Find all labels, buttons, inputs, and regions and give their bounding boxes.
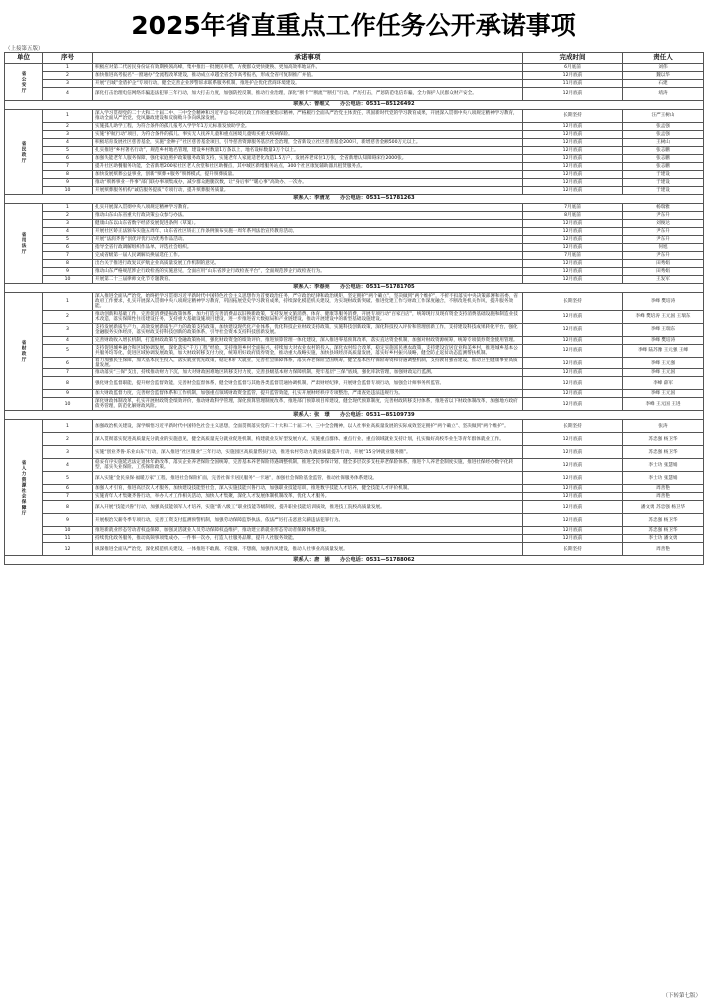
commitment-text: 支持发展新质生产力，高效发展新质生产力的政策支持政策，加快建设现代化产业体系，优化科技企业财政支持政策，实施科技创新政策，深化科技投入评价和管理创新工作，支持建设科技成果转化平台，强化金融服务实体经济，落实财政支持科技创新的政策体系，引导社会资本支持科技创新发展。 [93,324,523,337]
contact-info: 联系人：李清龙 办公电话：0531—51781263 [5,195,704,204]
commitment-text: 深入贯彻落实促进高质量充分就业的实施意见，健全高质量充分就业促进机制，构建就业友好型发展方式，实施重点群体、重点行业、重点领域就业支持计划，扎实做好高校毕业生等青年群体就业工作。 [93,433,523,446]
row-number: 5 [43,472,93,485]
page-title: 2025年省直重点工作任务公开承诺事项 [131,11,576,40]
responsible-person: 李峰 樊培涛 [623,293,704,311]
table-row [5,369,704,377]
table-row [5,260,704,268]
table-row [5,179,704,187]
row-number: 2 [43,311,93,324]
responsible-person: 苏忠强 杨卫华 [623,514,704,527]
unit-name: 省人力资源社会保障厅 [5,420,43,556]
row-number: 5 [43,147,93,155]
commitment-text: 积极应对第二代居民身份证有效期换领高峰，集中推出一批便民举措，方便群众更快捷换、更加高效率地证件。 [93,64,523,72]
responsible-person: 于建设 [623,179,704,187]
table-row [5,420,704,433]
commitment-text: 开展“百城”金盾护企“专项行动，健全完善企业涉警诉求联系服务机制，推进护企优化营商环境建设。 [93,80,523,88]
contact-row [5,411,704,420]
row-number: 10 [43,398,93,411]
deadline: 12月底前 [523,244,623,252]
contact-info: 联系人：曾维义 办公电话：0531—85126492 [5,101,704,110]
table-row [5,276,704,284]
row-number: 7 [43,493,93,501]
deadline: 12月底前 [523,179,623,187]
responsible-person: 张孟强 [623,131,704,139]
continued-to-note: （下转第七版） [662,993,701,999]
row-number: 4 [43,337,93,345]
row-number: 3 [43,220,93,228]
deadline: 12月底前 [523,527,623,535]
header-content: 承诺事项 [93,53,523,64]
table-row [5,459,704,472]
table-row [5,155,704,163]
commitment-text: 加强失能老年人服务保障，强化家庭照护政策服务政策支持，实施老年人家庭适老化改造1.5万户，发展养老床位1万张，全省新增认知障碍床位2000张。 [93,155,523,163]
row-number: 4 [43,228,93,236]
responsible-person: 李峰 王元国 [623,390,704,398]
header-person: 责任人 [623,53,704,64]
table-row [5,252,704,260]
row-number: 3 [43,446,93,459]
table-row [5,187,704,195]
row-number: 11 [43,535,93,543]
deadline: 12月底前 [523,377,623,390]
deadline: 12月底前 [523,171,623,179]
responsible-person: 李峰 王元国 [623,369,704,377]
row-number: 7 [43,369,93,377]
row-number: 8 [43,501,93,514]
unit-name: 省民政厅 [5,110,43,195]
contact-info: 联系人：张 璟 办公电话：0531—85109739 [5,411,704,420]
commitment-text: 推进新就业形态劳动者权益保障，加强灵活就业人员劳动保障权益维护，推动建立新就业形态劳动者保障体系建设。 [93,527,523,535]
deadline: 12月底前 [523,276,623,284]
responsible-person: 田秀娟 [623,260,704,268]
commitment-text: 实施青年人才集聚齐鲁行动，举办人才工作相关活动，加快人才集聚，深化人才发展体制机制改革，优化人才服务。 [93,493,523,501]
commitment-text: 支持促进城乡融合和区域协调发展，深化落实“千万工程”经验，支持推进乡村全面振兴，持续加大对农业农村的投入，深化农村综合改革，稳定实施富民惠农政策，支持建设宜居宜业和美乡村，推进城乡基本公共服务均等化，促进区域协调发展政策，加大财政转移支付力度，统筹用好政府债券资金，推动重大战略实施，加快县域经济高质量发展，落实好乡村振兴战略，健全防止返贫动态监测帮扶机制。 [93,345,523,358]
commitment-text: 深化财政体制改革，扎实开展财政资金绩效评价，推动财政科学管理，深化预算管理制度改革，推进部门预算项目库建设，健全现代预算制度，完善财政转移支付体系，推进省以下财政体制改革，加强地方政府债务管理，防范化解财政风险。 [93,398,523,411]
deadline: 12月底前 [523,187,623,195]
contact-row [5,284,704,293]
commitment-text: 稳妥有序实施延迟法定退休年龄改革，落实企业养老保险全国统筹，完善基本养老保险待遇调整机制，推进全民参保计划，健全多层次多支柱养老保险体系，推进个人养老金制度实施，推进社保经办数字化转型，落实失业保险、工伤保险政策。 [93,459,523,472]
table-row [5,110,704,123]
deadline: 12月底前 [523,390,623,398]
responsible-person: 尹东升 [623,212,704,220]
row-number: 9 [43,514,93,527]
table-row [5,163,704,171]
row-number: 10 [43,276,93,284]
table-row [5,543,704,556]
row-number: 2 [43,123,93,131]
responsible-person: 石建 [623,80,704,88]
commitment-text: 完成省级第一届人民调解员换届选任工作。 [93,252,523,260]
responsible-person: 李士功 张慧娟 [623,472,704,485]
deadline: 12月底前 [523,311,623,324]
deadline: 12月底前 [523,88,623,101]
table-row [5,398,704,411]
table-row [5,64,704,72]
deadline: 12月底前 [523,459,623,472]
deadline: 12月底前 [523,358,623,369]
row-number: 5 [43,345,93,358]
row-number: 5 [43,236,93,244]
commitment-text: 持续优化政务服务，推动高频事项集成办、一件事一次办，打造人社服务品牌，提升人社服务效能。 [93,535,523,543]
deadline: 12月底前 [523,139,623,147]
responsible-person: 周善艳 [623,485,704,493]
commitment-text: 深入开展“技能兴鲁”行动，加强高技能领军人才培养，实施“新八级工”职业技能等级制度，提升职业技能培训质效，推进技工院校高质量发展。 [93,501,523,514]
deadline: 长期坚持 [523,110,623,123]
responsible-person: 苏忠强 杨卫华 [623,446,704,459]
deadline: 7月底前 [523,252,623,260]
deadline: 8月底前 [523,212,623,220]
row-number: 4 [43,88,93,101]
responsible-person: 杨瑞雅 [623,204,704,212]
commitment-text: 加大财政监督力度，完善财会监督体系和工作机制，加强重点领域财政资金监管，提升监管效能，扎实开展财经秩序专项整治，严肃查处违法违规行为。 [93,390,523,398]
deadline: 12月底前 [523,446,623,459]
commitment-text: 加强政治机关建设，深学细悟习近平新时代中国特色社会主义思想，全面贯彻落实党的二十大和二十届二中、三中全会精神，以人社事业高质量发展的实际成效坚定拥护“两个确立”、坚决做到“两个维护”。 [93,420,523,433]
deadline: 6月底前 [523,64,623,72]
table-row [5,293,704,311]
responsible-person: 张志鹏 [623,163,704,171]
responsible-person: 于建设 [623,187,704,195]
commitment-text: 加强人才引育，推进高层次人才服务，加快建设技能型社会，深入实施技能兴鲁行动，加强职业技能培训，推进数字技能人才培养，健全技能人才评价机制。 [93,485,523,493]
commitment-text: 完善财政收入增长机制，打造财政政策与金融政策协同，强化财政资金的绩效评价，推进预算管理一体化建设，深入推进零基预算改革，落实直达资金机制，加强对财政资源统筹，统筹专项债券资金使用管理。 [93,337,523,345]
table-row [5,433,704,446]
row-number: 6 [43,244,93,252]
responsible-person: 苏忠强 杨卫华 [623,527,704,535]
deadline: 12月底前 [523,228,623,236]
row-number: 3 [43,131,93,139]
deadline: 12月底前 [523,535,623,543]
responsible-person: 张孟强 [623,123,704,131]
deadline: 12月底前 [523,220,623,228]
row-number: 6 [43,155,93,163]
deadline: 12月底前 [523,398,623,411]
responsible-person: 周善艳 [623,543,704,556]
responsible-person: 李峰 陆苏豫 王元强 王峰 [623,345,704,358]
table-row [5,324,704,337]
commitment-text: 推动山东山东省重大行政决策公众参与办法。 [93,212,523,220]
deadline: 12月底前 [523,260,623,268]
deadline: 12月底前 [523,147,623,155]
commitment-text: 积极培育发展社区慈善基金，实施“金种子”社区慈善基金项目，引导慈善资源服务基层社会治理，全省新设立社区慈善基金200只，新增慈善金额500万元以上。 [93,139,523,147]
row-number: 1 [43,293,93,311]
commitment-text: 开展根治欠薪冬季专项行动，完善工资支付监测预警机制，加强劳动保障监察执法，依法严厉打击恶意欠薪违法犯罪行为。 [93,514,523,527]
contact-row [5,556,704,565]
row-number: 7 [43,252,93,260]
deadline: 长期坚持 [523,543,623,556]
row-number: 1 [43,204,93,212]
row-number: 1 [43,64,93,72]
table-row [5,139,704,147]
deadline: 12月底前 [523,472,623,485]
commitment-text: 推动山东严格规范涉企行政检查的实施意见，全面应用“山东省涉企行政检查平台”，全面规范涉企行政检查行为。 [93,268,523,276]
table-header-row [5,53,704,64]
row-number: 9 [43,390,93,398]
continued-from-note: （上接第五版） [5,46,44,52]
deadline: 长期坚持 [523,293,623,311]
table-row [5,171,704,179]
responsible-person: 汪严王树山 [623,110,704,123]
header-no: 序号 [43,53,93,64]
table-row [5,358,704,369]
contact-row [5,195,704,204]
table-row [5,72,704,80]
deadline: 7月底前 [523,204,623,212]
deadline: 12月底前 [523,337,623,345]
commitment-text: 指导全省行政调解组织作品单，评选社会组织。 [93,244,523,252]
table-row [5,501,704,514]
table-row [5,446,704,459]
row-number: 7 [43,163,93,171]
commitment-text: 出台关于推进行政复议护航企业高质量发展工作机制的意见。 [93,260,523,268]
responsible-person: 苏忠强 杨卫华 [623,433,704,446]
row-number: 1 [43,420,93,433]
table-row [5,493,704,501]
commitment-text: 加快推进高考报名“一窗通办”全流程改革建设，推动成立卓越全省全市高考报名，形成全省可复制推广并值。 [93,72,523,80]
responsible-person: 李峰 樊培涛 王元国 王瑞东 [623,311,704,324]
deadline: 12月底前 [523,345,623,358]
row-number: 3 [43,324,93,337]
responsible-person: 于建设 [623,171,704,179]
commitment-text: 强化财会监督职能，提升财会监督效能，完善财会监督体系，健全财会监督与其他各类监督贯通协调机制，严肃财经纪律，开展财会监督专项行动，加强会计师事务所监管。 [93,377,523,390]
contact-info: 联系人：李春亮 办公电话：0531—51781705 [5,284,704,293]
table-row [5,123,704,131]
commitment-text: 开展社区矫正法颁布实施五周年、山东省社区矫正工作条例颁布实施一周年系列法治宣传教育活动。 [93,228,523,236]
table-row [5,390,704,398]
responsible-person: 李峰 王元强 [623,358,704,369]
commitment-text: 实施“护航行动”项目，为符合条件的孤儿、事实无人抚养儿童和重点困境儿童购买重大疾病保险。 [93,131,523,139]
table-row [5,147,704,155]
commitment-text: 深入学习贯彻党的二十大和二十届二中、三中全会精神和习近平总书记对民政工作的重要指示精神，严格履行全面从严治党主体责任，巩固新时代党的学习教育成果，开展深入贯彻中央八项规定精神学习教育，推动全面从严治党、党风廉政建设和反腐败斗争向纵深发展。 [93,110,523,123]
header-unit: 单位 [5,53,43,64]
deadline: 12月底前 [523,155,623,163]
deadline: 12月底前 [523,369,623,377]
contact-row [5,101,704,110]
row-number: 10 [43,187,93,195]
unit-name: 省财政厅 [5,293,43,411]
responsible-person: 刘俊达 [623,220,704,228]
deadline: 12月底前 [523,514,623,527]
row-number: 4 [43,459,93,472]
header-time: 完成时间 [523,53,623,64]
contact-info: 联系人：唐 娟 办公电话：0531—51788062 [5,556,704,565]
responsible-person: 尹东升 [623,236,704,244]
table-row [5,244,704,252]
commitment-text: 健康山东以山东省数字经济发展促进条例（草案）。 [93,220,523,228]
commitment-text: 深入实施“金民泉保·福暖万家”工程，推进社会保险扩面，完善社保卡居民服务“一卡通”，加强社会保险基金监管，推动社保服务体系建设。 [93,472,523,485]
row-number: 2 [43,212,93,220]
commitment-text: 开展“法润齐鲁”创优评优行动优秀作品活动。 [93,236,523,244]
row-number: 6 [43,358,93,369]
responsible-person: 尹东升 [623,228,704,236]
deadline: 12月底前 [523,324,623,337]
responsible-person: 张志鹏 [623,147,704,155]
unit-name: 省司法厅 [5,204,43,284]
row-number: 8 [43,377,93,390]
table-row [5,514,704,527]
commitment-text: 开展殡葬服务机构“诚信服务提质”专项行动，提升殡葬服务质量。 [93,187,523,195]
commitment-text: 提升社区助餐服务功能，全省新增200家社区老人食堂和社区助餐点，其中城区新增服务站点，300个社区康复辅助器具租赁服务点。 [93,163,523,171]
row-number: 6 [43,485,93,493]
row-number: 9 [43,179,93,187]
deadline: 12月底前 [523,131,623,139]
commitment-text: 深入推进全面从严治党，始终把学习贯彻习近平新时代中国特色社会主义思想作为首要政治任务，严守政治纪律和政治规矩，坚定拥护“两个确立”，坚决做到“两个维护”，不折不扣落实中央决策部署和省委、省政府工作要求，扎实开展深入贯彻中央八项规定精神学习教育，巩固拓展党史学习教育成果，持续深化模范机关建设，为实现财政新突破、推进党建工作与财政工作深度融合，不断改进机关作风，提升服务效能。 [93,293,523,311]
table-row [5,535,704,543]
deadline: 12月底前 [523,236,623,244]
responsible-person: 潘文勇 苏忠强 杨卫华 [623,501,704,514]
commitment-text: 推动落实“三保”支出，持续推动财力下沉，加大对财政困难地区转移支付力度，完善县级基本财力保障机制，兜牢基层“三保”底线，强化库款管理，加强财政运行监测。 [93,369,523,377]
table-row [5,472,704,485]
responsible-person: 李士功 张慧娟 [623,459,704,472]
responsible-person: 李峰 王元国 王进 [623,398,704,411]
commitment-text: 实施孤儿助学工程，为符合条件的孤儿报考入学学年1万元标准发放助学金。 [93,123,523,131]
responsible-person: 何旭 [623,244,704,252]
commitments-table [4,52,704,565]
table-row [5,212,704,220]
deadline: 12月底前 [523,501,623,514]
commitment-text: 纵深推进全面从严治党，深化模范机关建设，一体推进不敢腐、不能腐、不想腐，加强作风建设，推动人社事业高质量发展。 [93,543,523,556]
responsible-person: 李士功 潘文勇 [623,535,704,543]
unit-name: 省公安厅 [5,64,43,101]
row-number: 2 [43,72,93,80]
commitment-text: 实施“创业齐鲁·乐业山东”行动，深入推进“社区微业”三年行动，实施园区高质量帮扶行动，推进农村劳动力就业质量提升行动，开展“15分钟就业服务圈”。 [93,446,523,459]
deadline: 12月底前 [523,493,623,501]
table-body [5,64,704,565]
deadline: 12月底前 [523,268,623,276]
row-number: 2 [43,433,93,446]
deadline: 11月底前 [523,80,623,88]
row-number: 1 [43,110,93,123]
table-row [5,80,704,88]
responsible-person: 王树山 [623,139,704,147]
table-row [5,377,704,390]
deadline: 12月底前 [523,163,623,171]
commitment-text: 开展第二十三届律师文化节专题教育。 [93,276,523,284]
table-row [5,88,704,101]
table-row [5,268,704,276]
deadline: 12月底前 [523,433,623,446]
deadline: 12月底前 [523,123,623,131]
row-number: 9 [43,268,93,276]
row-number: 12 [43,543,93,556]
table-row [5,131,704,139]
row-number: 8 [43,260,93,268]
commitment-text: 推动创新和基础工作，完善促消费提振政策体系，加力打造完善消费品以旧换新政策，支持发展文旅消费、体育、健康等服务消费，开展专项行动“百家百店”，统筹现行及现有资金支持消费基础设施和制造业技术改造，落实保障性住房建设任务，支持重大基础设施项目建设，进一步推进省大数据局和产业链建设，推动开展建设中的新型基础设施建设。 [93,311,523,324]
responsible-person: 李峰 王瑞东 [623,324,704,337]
responsible-person: 靖涛 [623,88,704,101]
responsible-person: 李峰 樊培涛 [623,337,704,345]
responsible-person: 田秀娟 [623,268,704,276]
table-row [5,311,704,324]
row-number: 8 [43,171,93,179]
deadline: 长期坚持 [523,420,623,433]
commitment-text: 深化打击治理电信网络诈骗违法犯罪三年行动，加大打击力度，加强防控反制，推动行业治理，深化“断卡”“断流”“断打”行动，严厉打击，严惩防范电信诈骗，全力保护人民群众财产安全。 [93,88,523,101]
row-number: 4 [43,139,93,147]
commitment-text: 推动“殡葬事业一件事”部门联办事项集成办，减少群众跑腿次数，让“身后事”“暖心事”高效办、一次办。 [93,179,523,187]
commitment-text: 加快发展殡葬公益事业，创新“殡葬+服务”殡葬模式，提升殡葬质量。 [93,171,523,179]
table-row [5,337,704,345]
responsible-person: 张涛 [623,420,704,433]
responsible-person: 刘伟 [623,64,704,72]
commitment-text: 着力加强民生保障，加大基本民生投入，落实就业优先政策，稳定和扩大就业，完善社会保障体系，落实养老保险全国统筹，健全基本医疗保险筹资和待遇调整机制，支持教育强省建设，推动卫生健康事业高质量发展。 [93,358,523,369]
table-row [5,485,704,493]
commitment-text: 扎实推进“乡村著名行动”，规范乡村地名管理，建设乡村数量1万条以上，地名设标数量3万个以上。 [93,147,523,155]
row-number: 10 [43,527,93,535]
responsible-person: 尹东升 [623,252,704,260]
deadline: 12月底前 [523,72,623,80]
row-number: 3 [43,80,93,88]
table-row [5,527,704,535]
table-row [5,204,704,212]
deadline: 12月底前 [523,485,623,493]
table-row [5,228,704,236]
responsible-person: 张志鹏 [623,155,704,163]
commitment-text: 扎实开展深入贯彻中央八项规定精神学习教育。 [93,204,523,212]
responsible-person: 王发军 [623,276,704,284]
responsible-person: 魏以华 [623,72,704,80]
responsible-person: 周善艳 [623,493,704,501]
table-row [5,220,704,228]
responsible-person: 李峰 薛军 [623,377,704,390]
table-row [5,345,704,358]
table-row [5,236,704,244]
